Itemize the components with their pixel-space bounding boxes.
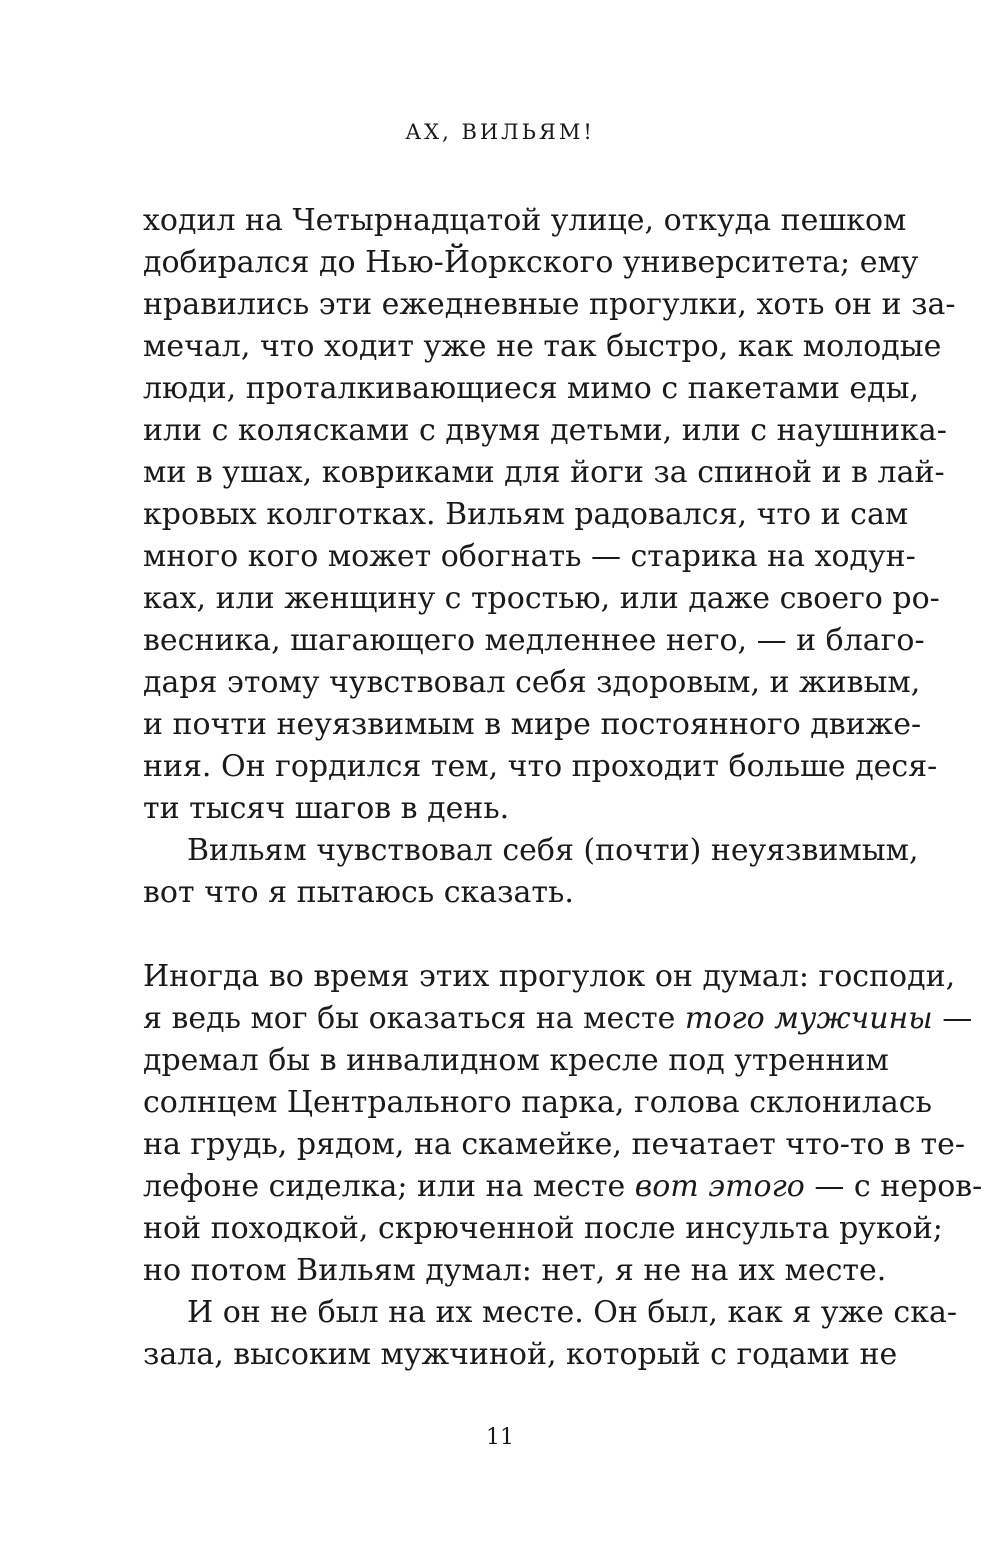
text-section-1 [143, 200, 956, 914]
text-line: или с колясками с двумя детьми, или с наушника- [143, 413, 947, 448]
text-run: я ведь мог бы оказаться на месте [143, 1001, 685, 1036]
text-line: зала, высоким мужчиной, который с годами не [143, 1337, 898, 1372]
text-line: ной походкой, скрюченной после инсульта рукой; [143, 1211, 943, 1246]
text-run: лефоне сиделка; или на месте [143, 1169, 635, 1204]
text-line: ти тысяч шагов в день. [143, 791, 510, 826]
text-line: люди, проталкивающиеся мимо с пакетами еды, [143, 371, 920, 406]
text-line: много кого может обогнать — старика на ходун- [143, 539, 916, 574]
text-line: Иногда во время этих прогулок он думал: господи, [143, 959, 956, 994]
text-line: но потом Вильям думал: нет, я не на их месте. [143, 1253, 887, 1288]
text-line: ходил на Четырнадцатой улице, откуда пешком [143, 203, 907, 238]
text-line: дремал бы в инвалидном кресле под утренним [143, 1043, 889, 1078]
text-line: вот что я пытаюсь сказать. [143, 875, 574, 910]
page-number: 11 [486, 1425, 514, 1450]
text-section-2 [143, 956, 983, 1376]
text-line: ках, или женщину с тростью, или даже своего ро- [143, 581, 940, 616]
text-line: кровых колготках. Вильям радовался, что и сам [143, 497, 909, 532]
text-line: весника, шагающего медленнее него, — и благо- [143, 623, 925, 658]
text-line: И он не был на их месте. Он был, как я уже ска- [187, 1295, 957, 1330]
text-line [143, 1166, 983, 1208]
running-head: АХ, ВИЛЬЯМ! [405, 120, 595, 144]
text-line: Вильям чувствовал себя (почти) неуязвимым, [187, 833, 919, 868]
text-line: даря этому чувствовал себя здоровым, и живым, [143, 665, 921, 700]
text-line: нравились эти ежедневные прогулки, хоть он и за- [143, 287, 956, 322]
text-line: и почти неуязвимым в мире постоянного движе- [143, 707, 922, 742]
italic-phrase: вот этого [634, 1169, 805, 1204]
text-run: — [932, 1001, 973, 1036]
text-line: мечал, что ходит уже не так быстро, как молодые [143, 329, 942, 364]
text-line: ми в ушах, ковриками для йоги за спиной и в лай- [143, 455, 945, 490]
italic-phrase: того мужчины [684, 1001, 933, 1036]
text-line: солнцем Центрального парка, голова склонилась [143, 1085, 932, 1120]
text-line: ния. Он гордился тем, что проходит больше деся- [143, 749, 938, 784]
text-run: — с неров- [804, 1169, 983, 1204]
text-line: на грудь, рядом, на скамейке, печатает что-то в те- [143, 1127, 966, 1162]
text-line [143, 998, 973, 1040]
text-line: добирался до Нью-Йоркского университета; ему [143, 245, 919, 280]
